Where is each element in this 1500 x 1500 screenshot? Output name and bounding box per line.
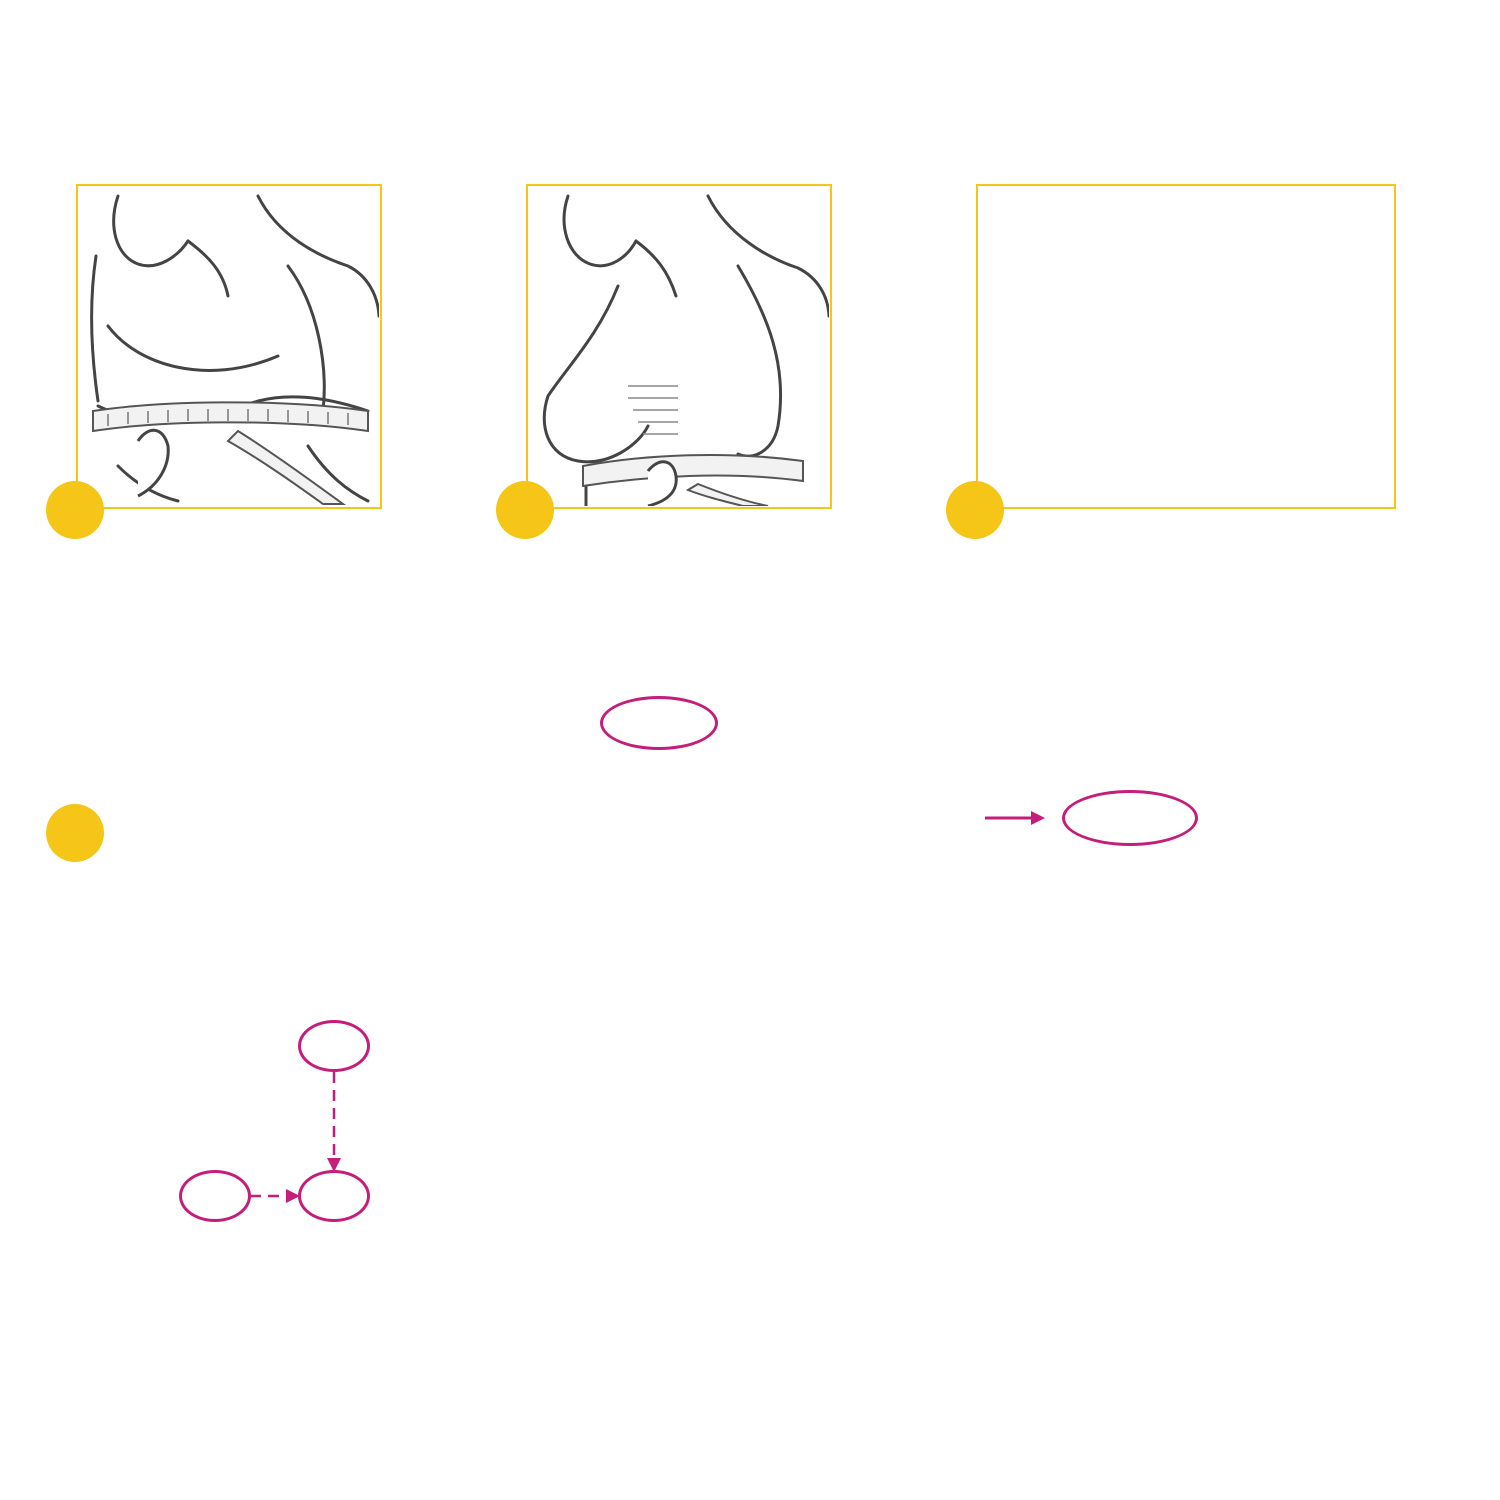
highlight-oval-b-cup (1062, 790, 1198, 846)
measure-underbust-illustration (528, 186, 829, 506)
cup-size-panel (976, 184, 1396, 509)
dashed-arrow-down-icon (324, 1070, 344, 1174)
step-badge-4 (46, 804, 104, 862)
arrow-right-icon (985, 806, 1047, 830)
illustration-panel-2 (526, 184, 832, 509)
step-badge-1 (46, 481, 104, 539)
step-badge-2 (496, 481, 554, 539)
measure-chest-illustration (78, 186, 379, 506)
dashed-arrow-right-icon (248, 1186, 302, 1206)
highlight-oval-row-80 (179, 1170, 251, 1222)
highlight-oval-cell-s (298, 1170, 370, 1222)
step-badge-3 (946, 481, 1004, 539)
illustration-panel-1 (76, 184, 382, 509)
highlight-oval-80cm (600, 696, 718, 750)
highlight-oval-col-b (298, 1020, 370, 1072)
